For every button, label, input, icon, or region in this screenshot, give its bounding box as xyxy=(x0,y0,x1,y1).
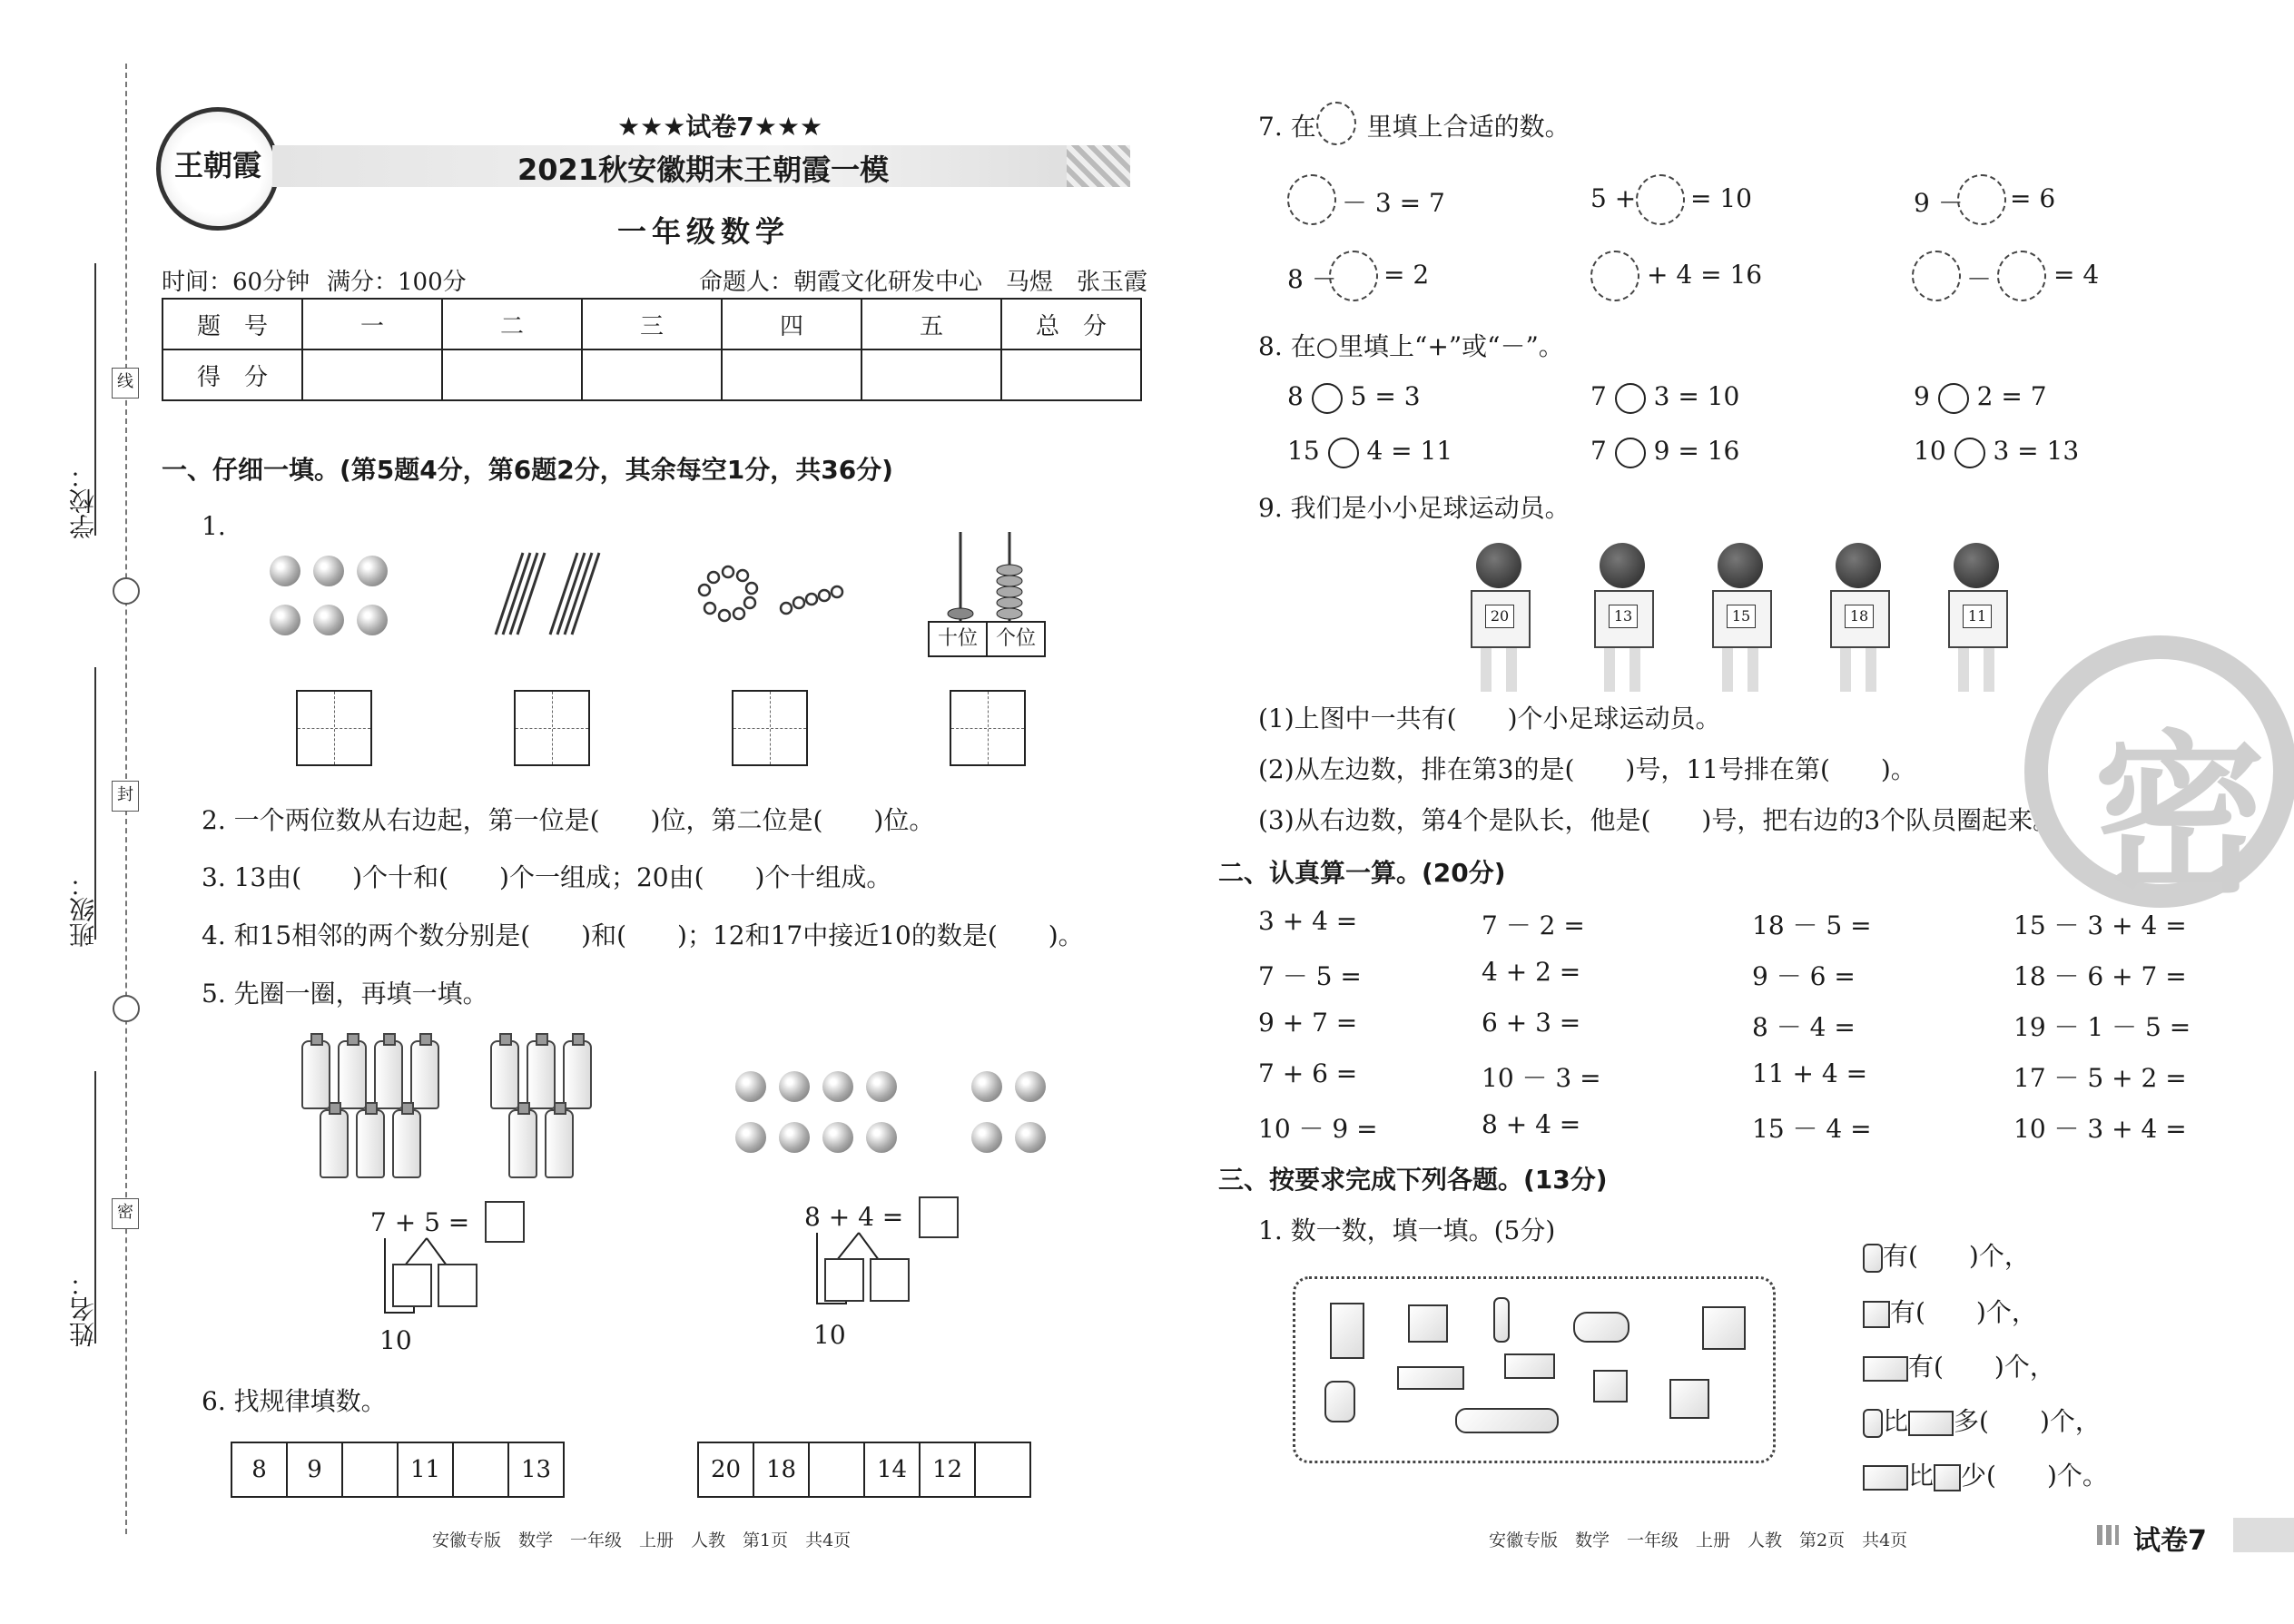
table-row xyxy=(231,1442,564,1497)
q9-part2: (2)从左边数，排在第3的是( )号，11号排在第( )。 xyxy=(1258,754,1916,784)
cube-icon xyxy=(1863,1301,1890,1328)
jersey-number: 15 xyxy=(1727,605,1756,628)
score-input-cell[interactable] xyxy=(722,349,861,400)
cube-icon xyxy=(1934,1464,1961,1491)
seal-mark-xian: 线 xyxy=(112,368,139,399)
q7-item: + 4 = 16 xyxy=(1647,260,1763,290)
q8-item: 15 4 = 11 xyxy=(1287,436,1452,468)
question-5: 5. 先圈一圈，再填一填。 xyxy=(202,979,488,1009)
equation-a: 7 + 5 = xyxy=(370,1207,470,1237)
q9-part3: (3)从右边数，第4个是队长，他是( )号，把右边的3个队员圈起来。 xyxy=(1258,805,2059,835)
decompose-lines-icon xyxy=(372,1236,499,1327)
q8-item: 10 3 = 13 xyxy=(1914,436,2079,468)
dashed-circle-icon xyxy=(1316,102,1356,145)
table-row xyxy=(698,1442,1030,1497)
football-player xyxy=(1948,543,2004,692)
seq-cell: 9 xyxy=(287,1442,342,1497)
q8-item: 9 2 = 7 xyxy=(1914,381,2047,414)
binding-hole-icon xyxy=(113,577,140,605)
calc-item: 10 － 9 = xyxy=(1258,1114,1378,1144)
footer-tag: 试卷7 xyxy=(2133,1525,2207,1557)
calc-item: 18 － 5 = xyxy=(1752,910,1872,940)
ones-label: 个位 xyxy=(995,627,1036,650)
q7-item: － xyxy=(1966,264,1993,294)
class-label: 班级： xyxy=(68,871,98,948)
shape-line: 有( )个， xyxy=(1863,1347,2055,1383)
jersey-number: 18 xyxy=(1845,605,1874,628)
sticks-bundle-icon xyxy=(487,548,614,639)
operator-circle[interactable] xyxy=(1615,383,1646,414)
q7-item: = 2 xyxy=(1383,260,1430,290)
question-2: 2. 一个两位数从右边起，第一位是( )位，第二位是( )位。 xyxy=(202,805,935,835)
table-cell: 三 xyxy=(582,299,722,349)
q7-item: 8 － xyxy=(1287,264,1337,294)
score-input-cell[interactable] xyxy=(1001,349,1141,400)
answer-box[interactable] xyxy=(870,1258,910,1302)
name-label: 姓名： xyxy=(68,1271,98,1347)
footer-left: 安徽专版 数学 一年级 上册 人教 第1页 共4页 xyxy=(432,1530,852,1550)
q7-item: 9 － xyxy=(1914,188,1964,218)
authors: 命题人：朝霞文化研发中心 马煜 张玉霞 xyxy=(699,269,1148,296)
s3-question-1: 1. 数一数，填一填。(5分) xyxy=(1258,1216,1556,1245)
score-input-cell[interactable] xyxy=(582,349,722,400)
calc-item: 9 + 7 = xyxy=(1258,1008,1358,1038)
seal-mark-mi: 密 xyxy=(112,1198,139,1229)
answer-grid-box[interactable] xyxy=(296,690,372,766)
jersey-number: 20 xyxy=(1485,605,1514,628)
question-6: 6. 找规律填数。 xyxy=(202,1386,387,1416)
footer-pattern xyxy=(2097,1525,2119,1545)
dashed-circle-blank[interactable] xyxy=(1636,174,1685,225)
tens-label: 十位 xyxy=(930,623,988,655)
q7-item: = 10 xyxy=(1690,183,1752,213)
cuboid-icon xyxy=(1863,1356,1908,1382)
q1-number: 1. xyxy=(202,511,226,541)
seq-cell: 12 xyxy=(920,1442,975,1497)
table-row xyxy=(162,299,1141,349)
score-input-cell[interactable] xyxy=(302,349,442,400)
dashed-circle-blank[interactable] xyxy=(1912,251,1961,301)
football-player xyxy=(1830,543,1886,692)
exam-time: 时间：60分钟 xyxy=(162,269,310,296)
cuboid-icon xyxy=(1908,1411,1954,1436)
calc-item: 3 + 4 = xyxy=(1258,906,1358,936)
cuboid-icon xyxy=(1330,1303,1364,1359)
equation-b: 8 + 4 = xyxy=(804,1202,904,1232)
operator-circle[interactable] xyxy=(1954,438,1985,468)
cylinder-icon xyxy=(1324,1381,1355,1422)
q7-item: － 3 = 7 xyxy=(1342,188,1445,218)
calc-item: 15 － 3 + 4 = xyxy=(2013,910,2187,940)
seq-blank-cell[interactable] xyxy=(453,1442,508,1497)
table-cell: 五 xyxy=(861,299,1001,349)
calc-item: 10 － 3 + 4 = xyxy=(2013,1114,2187,1144)
q7-item: 5 + xyxy=(1590,183,1637,213)
table-row xyxy=(162,349,1141,400)
cube-icon xyxy=(1408,1304,1448,1343)
dashed-circle-blank[interactable] xyxy=(1287,174,1336,225)
operator-circle[interactable] xyxy=(1615,438,1646,468)
calc-item: 6 + 3 = xyxy=(1482,1008,1581,1038)
sequence-table-1 xyxy=(231,1442,565,1498)
cylinder-icon xyxy=(1573,1312,1629,1343)
footer-tab xyxy=(2233,1518,2294,1552)
shape-line: 有( )个， xyxy=(1863,1293,2037,1329)
table-cell: 二 xyxy=(442,299,582,349)
cube-icon xyxy=(1702,1306,1746,1350)
operator-circle[interactable] xyxy=(1328,438,1359,468)
q8-item: 8 5 = 3 xyxy=(1287,381,1421,414)
seq-cell: 8 xyxy=(231,1442,287,1497)
ten-label-a: 10 xyxy=(379,1325,412,1355)
school-label: 学校： xyxy=(68,463,98,539)
cylinder-icon xyxy=(1863,1244,1883,1273)
score-input-cell[interactable] xyxy=(861,349,1001,400)
q8-item: 7 3 = 10 xyxy=(1590,381,1739,414)
answer-grid-box[interactable] xyxy=(950,690,1026,766)
calc-item: 15 － 4 = xyxy=(1752,1114,1872,1144)
cube-icon xyxy=(1669,1379,1709,1419)
score-table xyxy=(162,298,1142,401)
seq-blank-cell[interactable] xyxy=(342,1442,398,1497)
calc-item: 9 － 6 = xyxy=(1752,961,1856,991)
decompose-lines-icon xyxy=(804,1231,931,1322)
table-cell: 一 xyxy=(302,299,442,349)
football-player xyxy=(1594,543,1650,692)
secret-seal-watermark: 密 xyxy=(2024,635,2294,908)
calc-item: 7 － 2 = xyxy=(1482,910,1585,940)
answer-box[interactable] xyxy=(824,1258,864,1302)
abacus-icon xyxy=(928,532,1046,623)
seq-blank-cell[interactable] xyxy=(975,1442,1030,1497)
shape-line: 有( )个， xyxy=(1863,1236,2030,1273)
brand-logo: 王朝霞 xyxy=(156,107,280,231)
question-3: 3. 13由( )个十和( )个一组成；20由( )个十组成。 xyxy=(202,862,892,892)
subject-title: 一年级数学 xyxy=(617,214,791,249)
calc-item: 7 + 6 = xyxy=(1258,1058,1358,1088)
q9-part1: (1)上图中一共有( )个小足球运动员。 xyxy=(1258,704,1721,733)
jersey-number: 13 xyxy=(1609,605,1638,628)
football-player xyxy=(1712,543,1768,692)
shape-line: 比 多( )个， xyxy=(1863,1402,2101,1438)
cube-icon xyxy=(1593,1370,1628,1403)
section2-heading: 二、认真算一算。(20分) xyxy=(1218,858,1506,888)
q8-item: 7 9 = 16 xyxy=(1590,436,1739,468)
exam-title: 2021秋安徽期末王朝霞一模 xyxy=(517,153,890,187)
beads-icon xyxy=(686,563,850,635)
dashed-circle-blank[interactable] xyxy=(1957,174,2006,225)
cuboid-icon xyxy=(1863,1465,1908,1491)
answer-grid-box[interactable] xyxy=(732,690,808,766)
question-8: 8. 在○里填上“+”或“－”。 xyxy=(1258,331,1564,361)
football-player xyxy=(1471,543,1527,692)
shapes-box xyxy=(1293,1276,1776,1463)
answer-grid-box[interactable] xyxy=(514,690,590,766)
banner-pattern xyxy=(1067,145,1130,187)
abacus-place-labels xyxy=(928,621,1046,657)
full-score: 满分：100分 xyxy=(327,269,467,296)
calc-item: 8 + 4 = xyxy=(1482,1109,1581,1139)
shape-line: 比 少( )个。 xyxy=(1863,1456,2108,1492)
seq-cell: 20 xyxy=(698,1442,753,1497)
seq-cell: 18 xyxy=(753,1442,809,1497)
calc-item: 11 + 4 = xyxy=(1752,1058,1868,1088)
dashed-circle-blank[interactable] xyxy=(1590,251,1639,301)
section3-heading: 三、按要求完成下列各题。(13分) xyxy=(1218,1165,1608,1195)
seal-mark-feng: 封 xyxy=(112,781,139,812)
seq-cell: 13 xyxy=(508,1442,564,1497)
section1-heading: 一、仔细一填。(第5题4分，第6题2分，其余每空1分，共36分) xyxy=(162,455,893,485)
cylinder-icon xyxy=(1863,1409,1883,1438)
calc-item: 8 － 4 = xyxy=(1752,1012,1856,1042)
calc-item: 18 － 6 + 7 = xyxy=(2013,961,2187,991)
ten-label-b: 10 xyxy=(813,1320,846,1350)
exam-kicker: ★★★试卷7★★★ xyxy=(617,112,823,142)
cuboid-icon xyxy=(1504,1353,1555,1379)
seq-blank-cell[interactable] xyxy=(809,1442,864,1497)
seq-cell: 14 xyxy=(864,1442,920,1497)
question-9: 9. 我们是小小足球运动员。 xyxy=(1258,493,1570,523)
cylinder-icon xyxy=(1493,1297,1510,1343)
calc-item: 7 － 5 = xyxy=(1258,961,1362,991)
table-cell: 总 分 xyxy=(1001,299,1141,349)
score-input-cell[interactable] xyxy=(442,349,582,400)
seq-cell: 11 xyxy=(398,1442,453,1497)
cylinder-icon xyxy=(1455,1408,1559,1433)
operator-circle[interactable] xyxy=(1938,383,1969,414)
footer-right: 安徽专版 数学 一年级 上册 人教 第2页 共4页 xyxy=(1489,1530,1908,1550)
cuboid-icon xyxy=(1397,1366,1464,1390)
question-4: 4. 和15相邻的两个数分别是( )和( )；12和17中接近10的数是( )。 xyxy=(202,920,1084,950)
calc-item: 10 － 3 = xyxy=(1482,1063,1601,1093)
table-cell: 四 xyxy=(722,299,861,349)
binding-hole-icon xyxy=(113,995,140,1022)
calc-item: 19 － 1 － 5 = xyxy=(2013,1012,2191,1042)
calc-item: 17 － 5 + 2 = xyxy=(2013,1063,2187,1093)
table-cell: 得 分 xyxy=(162,349,302,400)
dashed-circle-blank[interactable] xyxy=(1997,251,2046,301)
q7-item: = 4 xyxy=(2053,260,2100,290)
calc-item: 4 + 2 = xyxy=(1482,957,1581,987)
dashed-circle-blank[interactable] xyxy=(1329,251,1378,301)
table-cell: 题 号 xyxy=(162,299,302,349)
jersey-number: 11 xyxy=(1963,605,1992,628)
operator-circle[interactable] xyxy=(1312,383,1343,414)
answer-box[interactable] xyxy=(392,1264,432,1307)
answer-box[interactable] xyxy=(438,1264,478,1307)
question-7: 7. 在 里填上合适的数。 xyxy=(1258,112,1570,142)
sequence-table-2 xyxy=(697,1442,1031,1498)
q7-item: = 6 xyxy=(2010,183,2056,213)
